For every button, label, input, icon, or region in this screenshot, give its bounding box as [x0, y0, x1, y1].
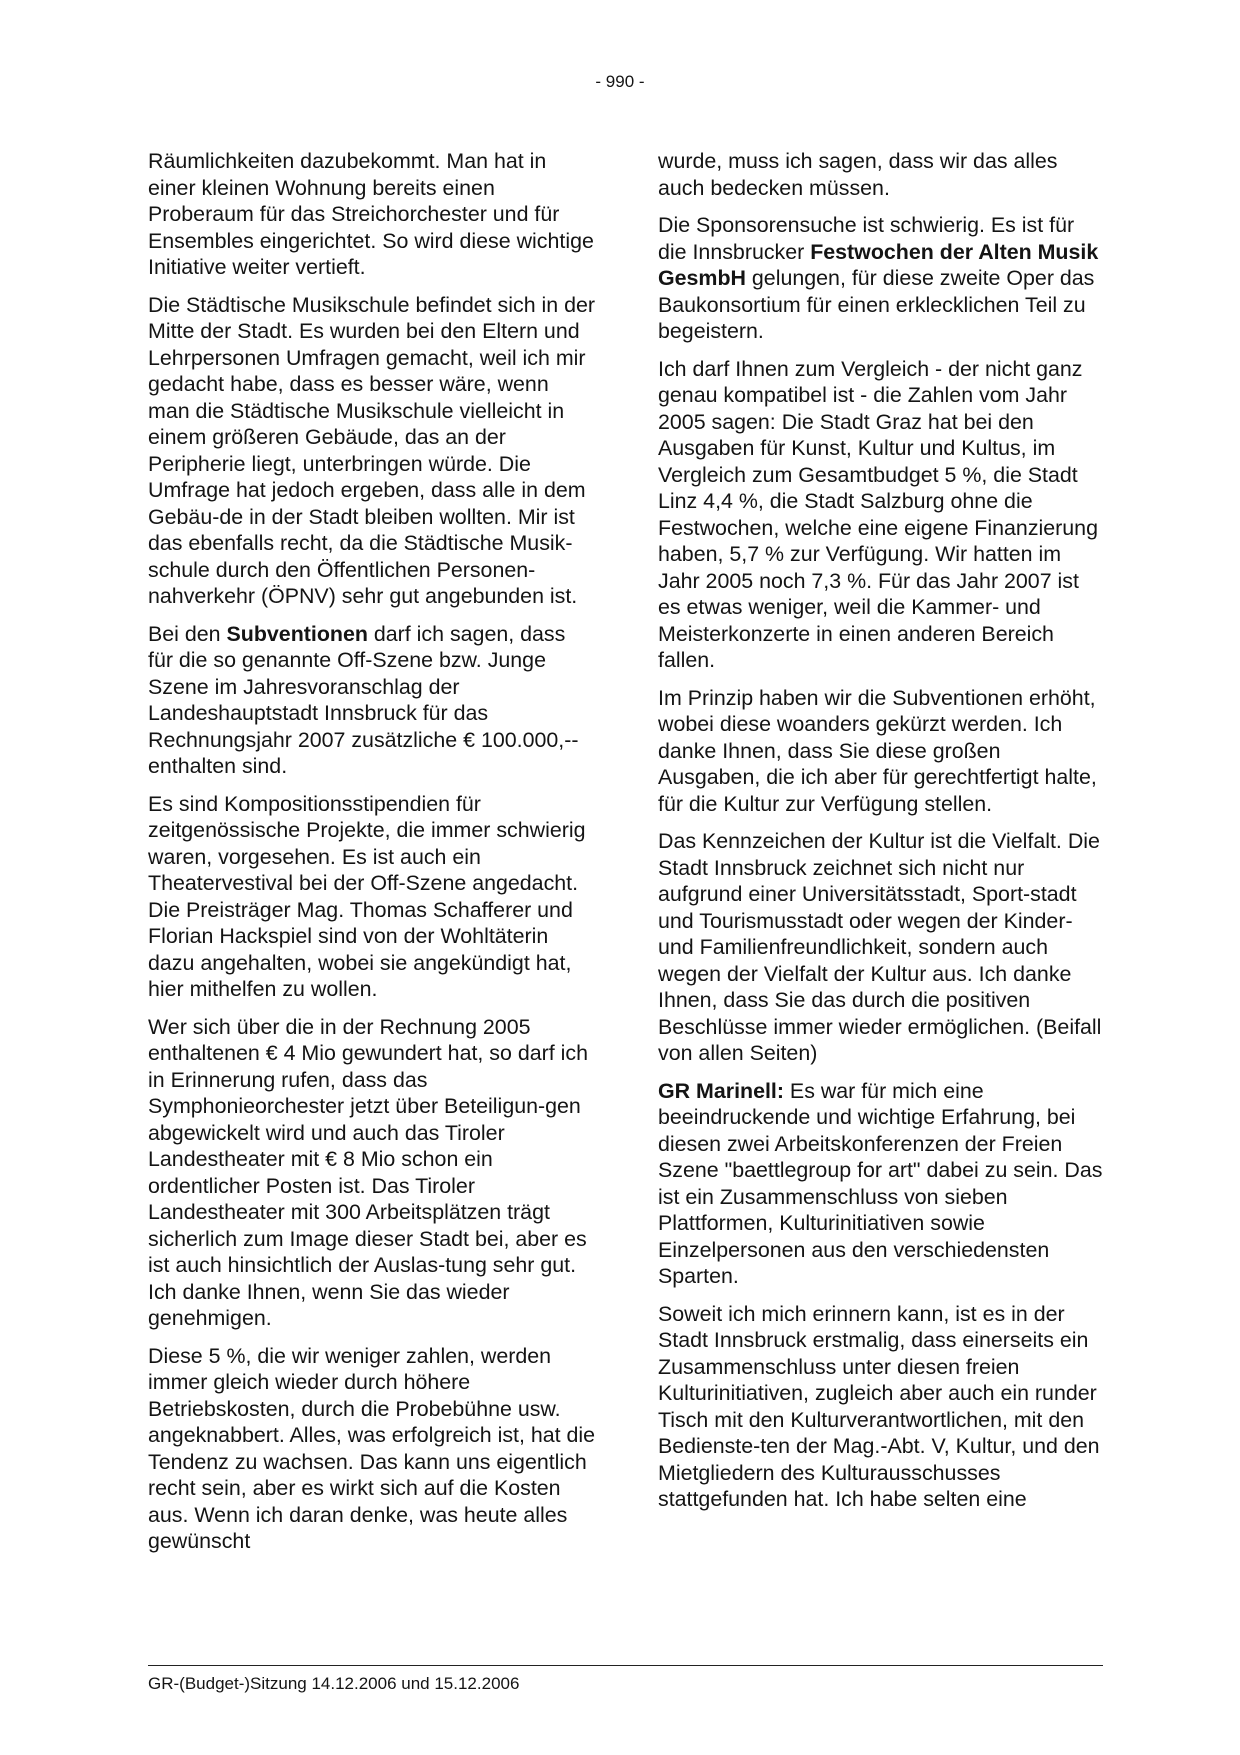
paragraph [658, 1078, 1106, 1290]
footer-text: GR-(Budget-)Sitzung 14.12.2006 und 15.12.2006 [148, 1674, 520, 1693]
paragraph [658, 212, 1106, 345]
paragraph [148, 621, 596, 780]
paragraph: Wer sich über die in der Rechnung 2005 enthaltenen € 4 Mio gewundert hat, so darf ich in Erinnerung rufen, dass das Symphonieorchester jetzt über Beteiligun-gen abgewickelt wird und auch das Tiroler Landestheater mit € 8 Mio schon ein ordentlicher Posten ist. Das Tiroler Landestheater mit 300 Arbeitsplätzen trägt sicherlich zum Image dieser Stadt bei, aber es ist auch hinsichtlich der Auslas-tung sehr gut. Ich danke Ihnen, wenn Sie das wieder genehmigen. [148, 1014, 588, 1330]
paragraph-text: Es war für mich eine beeindruckende und wichtige Erfahrung, bei diesen zwei Arbeitskonferenzen der Freien Szene "baettlegroup for art" dabei zu sein. Das ist ein Zusammenschluss von sieben Plattformen, Kulturinitiativen sowie Einzelpersonen aus den verschiedensten Sparten. [658, 1078, 1103, 1288]
paragraph: Im Prinzip haben wir die Subventionen erhöht, wobei diese woanders gekürzt werden. Ich danke Ihnen, dass Sie diese großen Ausgaben, die ich aber für gerechtfertigt halte, für die Kultur zur Verfügung stellen. [658, 685, 1097, 816]
left-column [148, 148, 596, 1566]
paragraph: Die Städtische Musikschule befindet sich in der Mitte der Stadt. Es wurden bei den Eltern und Lehrpersonen Umfragen gemacht, weil ich mir gedacht habe, dass es besser wäre, wenn man die Städtische Musikschule vielleicht in einem größeren Gebäude, das an der Peripherie liegt, unterbringen würde. Die Umfrage hat jedoch ergeben, dass alle in dem Gebäu-de in der Stadt bleiben wollten. Mir ist das ebenfalls recht, da die Städtische Musik-schule durch den Öffentlichen Personen-nahverkehr (ÖPNV) sehr gut angebunden ist. [148, 292, 596, 608]
speaker-name: GR Marinell: [658, 1078, 784, 1103]
paragraph-text: gelungen, für diese zweite Oper das Baukonsortium für einen erklecklichen Teil zu begeistern. [658, 266, 1095, 343]
paragraph-text: Die Sponsorensuche ist schwierig. Es ist für die Innsbrucker [658, 213, 1075, 264]
paragraph: Das Kennzeichen der Kultur ist die Vielfalt. Die Stadt Innsbruck zeichnet sich nicht nur aufgrund einer Universitätsstadt, Sport-stadt und Tourismusstadt oder wegen der Kinder- und Familienfreundlichkeit, sondern auch wegen der Vielfalt der Kultur aus. Ich danke Ihnen, dass Sie das durch die positiven Beschlüsse immer wieder ermöglichen. (Beifall von allen Seiten) [658, 829, 1102, 1065]
paragraph-text: darf ich sagen, dass für die so genannte Off-Szene bzw. Junge Szene im Jahresvoranschlag der Landeshauptstadt Innsbruck für das Rechnungsjahr 2007 zusätzliche € 100.000,-- enthalten sind. [148, 621, 579, 778]
paragraph: Diese 5 %, die wir weniger zahlen, werden immer gleich wieder durch höhere Betriebskosten, durch die Probebühne usw. angeknabbert. Alles, was erfolgreich ist, hat die Tendenz zu wachsen. Das kann uns eigentlich recht sein, aber es wirkt sich auf die Kosten aus. Wenn ich daran denke, was heute alles gewünscht [148, 1343, 596, 1553]
paragraph: Ich darf Ihnen zum Vergleich - der nicht ganz genau kompatibel ist - die Zahlen vom Jahr 2005 sagen: Die Stadt Graz hat bei den Ausgaben für Kunst, Kultur und Kultus, im Vergleich zum Gesamtbudget 5 %, die Stadt Linz 4,4 %, die Stadt Salzburg ohne die Festwochen, welche eine eigene Finanzierung haben, 5,7 % zur Verfügung. Wir hatten im Jahr 2005 noch 7,3 %. Für das Jahr 2007 ist es etwas weniger, weil die Kammer- und Meisterkonzerte in einen anderen Bereich fallen. [658, 356, 1098, 672]
bold-term: Festwochen der Alten Musik GesmbH [658, 239, 1099, 290]
paragraph: Soweit ich mich erinnern kann, ist es in der Stadt Innsbruck erstmalig, dass einerseits ein Zusammenschluss unter diesen freien Kulturinitiativen, zugleich aber auch ein runder Tisch mit den Kulturverantwortlichen, mit den Bedienste-ten der Mag.-Abt. V, Kultur, und den Mietgliedern des Kulturausschusses stattgefunden hat. Ich habe selten eine [658, 1301, 1100, 1511]
right-column [658, 148, 1106, 1524]
page-number: - 990 - [595, 72, 645, 91]
bold-term: Subventionen [226, 621, 368, 646]
paragraph: wurde, muss ich sagen, dass wir das alles auch bedecken müssen. [658, 149, 1058, 200]
paragraph-text: Bei den [148, 621, 227, 646]
paragraph: Es sind Kompositionsstipendien für zeitgenössische Projekte, die immer schwierig waren, vorgesehen. Es ist auch ein Theatervestival bei der Off-Szene angedacht. Die Preisträger Mag. Thomas Schafferer und Florian Hackspiel sind von der Wohltäterin dazu angehalten, wobei sie angekündigt hat, hier mithelfen zu wollen. [148, 791, 586, 1001]
paragraph: Räumlichkeiten dazubekommt. Man hat in einer kleinen Wohnung bereits einen Proberaum für das Streichorchester und für Ensembles eingerichtet. So wird diese wichtige Initiative weiter vertieft. [148, 149, 594, 279]
footer-divider [148, 1665, 1103, 1666]
